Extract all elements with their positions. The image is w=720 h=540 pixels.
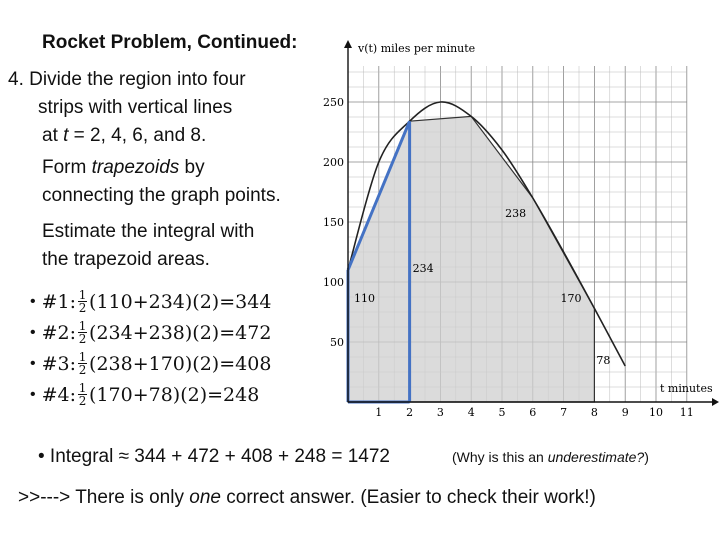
y-tick-label: 200 xyxy=(323,156,344,169)
x-tick-label: 5 xyxy=(498,406,506,419)
integral-sum: • Integral ≈ 344 + 472 + 408 + 248 = 1472 xyxy=(38,446,390,467)
trapezoid-expression: (238+170)(2)=408 xyxy=(89,352,272,375)
bullet-dot: • xyxy=(30,323,36,341)
x-tick-label: 4 xyxy=(467,406,475,419)
data-label: 170 xyxy=(560,292,582,305)
why-suffix: ) xyxy=(644,449,649,465)
half-fraction xyxy=(78,351,87,376)
half-fraction xyxy=(78,289,87,314)
bullet-dot: • xyxy=(30,292,36,310)
data-label: 238 xyxy=(505,207,527,220)
half-fraction xyxy=(78,382,87,407)
y-axis-arrow xyxy=(344,40,352,48)
trapezoid-expression: (110+234)(2)=344 xyxy=(89,290,272,313)
underestimate-question xyxy=(452,449,649,465)
bullet-dot: • xyxy=(30,385,36,403)
velocity-graph xyxy=(300,30,720,440)
data-label: 110 xyxy=(354,292,375,305)
x-tick-label: 8 xyxy=(590,406,598,419)
fraction-numerator: 1 xyxy=(78,350,87,364)
fraction-denominator: 2 xyxy=(78,301,87,315)
estimate-line-2: the trapezoid areas. xyxy=(42,249,210,270)
trapezoid-region xyxy=(348,116,594,402)
x-tick-label: 9 xyxy=(621,406,629,419)
form-suffix: by xyxy=(179,157,205,178)
form-line-2: connecting the graph points. xyxy=(42,185,281,206)
trapezoid-label: #4: xyxy=(41,383,77,406)
x-tick-label: 10 xyxy=(649,406,663,419)
trapezoid-label: #1: xyxy=(41,290,77,313)
y-tick-label: 250 xyxy=(323,96,344,109)
footer-note xyxy=(18,487,596,509)
y-tick-label: 50 xyxy=(330,336,344,349)
y-tick-label: 150 xyxy=(323,216,344,229)
slide-title: Rocket Problem, Continued: xyxy=(42,32,298,53)
trapezoid-expression: (234+238)(2)=472 xyxy=(89,321,272,344)
x-tick-label: 6 xyxy=(529,406,537,419)
step-line-1: 4. Divide the region into four xyxy=(8,69,246,90)
trapezoid-item xyxy=(30,317,271,348)
step-line-2: strips with vertical lines xyxy=(38,97,233,118)
x-tick-label: 2 xyxy=(406,406,414,419)
fraction-numerator: 1 xyxy=(78,381,87,395)
trapezoid-item xyxy=(30,348,271,379)
x-tick-label: 1 xyxy=(375,406,383,419)
y-axis-label: v(t) miles per minute xyxy=(358,42,476,55)
x-tick-label: 3 xyxy=(436,406,444,419)
y-tick-label: 100 xyxy=(323,276,344,289)
step-line-3-prefix: at xyxy=(42,125,64,146)
bullet-dot: • xyxy=(30,354,36,372)
trapezoid-label: #3: xyxy=(41,352,77,375)
trapezoid-polygon xyxy=(348,116,594,402)
footer-suffix: correct answer. (Easier to check their work!) xyxy=(220,487,596,508)
trapezoid-list xyxy=(30,286,271,410)
fraction-denominator: 2 xyxy=(78,363,87,377)
footer-em: one xyxy=(189,487,221,508)
trapezoid-item xyxy=(30,379,271,410)
trapezoid-label: #2: xyxy=(41,321,77,344)
step-instructions xyxy=(8,66,328,274)
why-em: underestimate? xyxy=(547,449,645,465)
form-em: trapezoids xyxy=(91,157,180,178)
why-prefix: (Why is this an xyxy=(452,449,548,465)
x-axis-label: t minutes xyxy=(660,382,713,395)
estimate-line-1: Estimate the integral with xyxy=(42,221,255,242)
x-tick-label: 7 xyxy=(560,406,568,419)
footer-prefix: >>---> There is only xyxy=(18,487,190,508)
trapezoid-expression: (170+78)(2)=248 xyxy=(89,383,260,406)
form-prefix: Form xyxy=(42,157,92,178)
fraction-denominator: 2 xyxy=(78,332,87,346)
fraction-numerator: 1 xyxy=(78,288,87,302)
data-label: 234 xyxy=(412,262,434,275)
step-line-3 xyxy=(8,122,328,150)
x-axis-arrow xyxy=(712,398,719,406)
fraction-numerator: 1 xyxy=(78,319,87,333)
fraction-denominator: 2 xyxy=(78,394,87,408)
data-label: 78 xyxy=(596,354,611,367)
step-line-3-var: t xyxy=(63,125,69,146)
form-line-1 xyxy=(8,154,328,182)
step-line-3-suffix: = 2, 4, 6, and 8. xyxy=(68,125,207,146)
half-fraction xyxy=(78,320,87,345)
trapezoid-item xyxy=(30,286,271,317)
x-tick-label: 11 xyxy=(679,406,694,419)
